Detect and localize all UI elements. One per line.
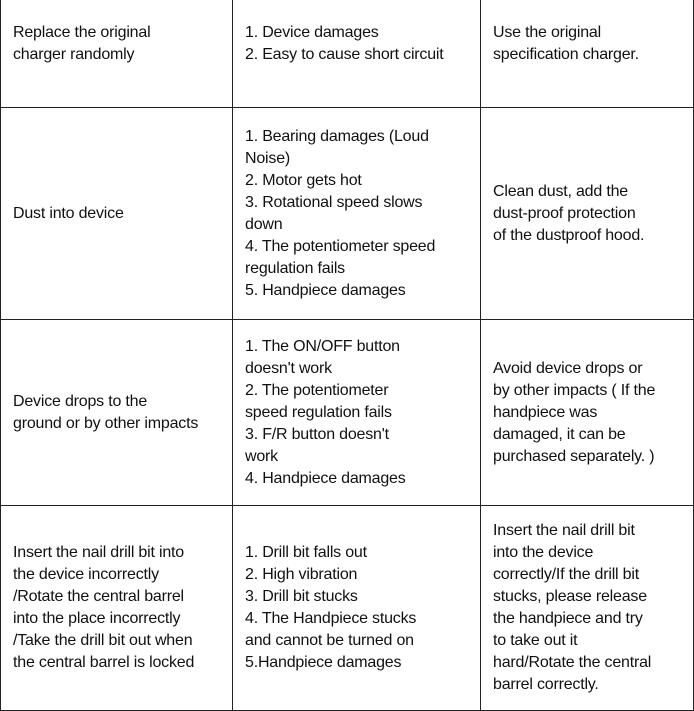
table-row bbox=[1, 320, 694, 506]
table-row bbox=[1, 0, 694, 108]
cause-cell: Insert the nail drill bit into the device incorrectly /Rotate the central barrel into the place incorrectly /Take the drill bit out when the central barrel is locked bbox=[1, 506, 233, 711]
solution-cell: Clean dust, add the dust-proof protection of the dustproof hood. bbox=[481, 108, 694, 320]
cause-cell: Device drops to the ground or by other impacts bbox=[1, 320, 233, 506]
symptoms-cell: 1. The ON/OFF button doesn't work 2. The potentiometer speed regulation fails 3. F/R button doesn't work 4. Handpiece damages bbox=[233, 320, 481, 506]
symptoms-cell: 1. Bearing damages (Loud Noise) 2. Motor gets hot 3. Rotational speed slows down 4. The potentiometer speed regulation fails 5. Handpiece damages bbox=[233, 108, 481, 320]
solution-cell: Use the original specification charger. bbox=[481, 0, 694, 108]
symptoms-cell: 1. Device damages 2. Easy to cause short circuit bbox=[233, 0, 481, 108]
cause-cell: Dust into device bbox=[1, 108, 233, 320]
table-row bbox=[1, 506, 694, 711]
cause-cell: Replace the original charger randomly bbox=[1, 0, 233, 108]
solution-cell: Avoid device drops or by other impacts ( If the handpiece was damaged, it can be purchased separately. ) bbox=[481, 320, 694, 506]
table-row bbox=[1, 108, 694, 320]
symptoms-cell: 1. Drill bit falls out 2. High vibration 3. Drill bit stucks 4. The Handpiece stucks and cannot be turned on 5.Handpiece damages bbox=[233, 506, 481, 711]
solution-cell: Insert the nail drill bit into the device correctly/If the drill bit stucks, please release the handpiece and try to take out it hard/Rotate the central barrel correctly. bbox=[481, 506, 694, 711]
